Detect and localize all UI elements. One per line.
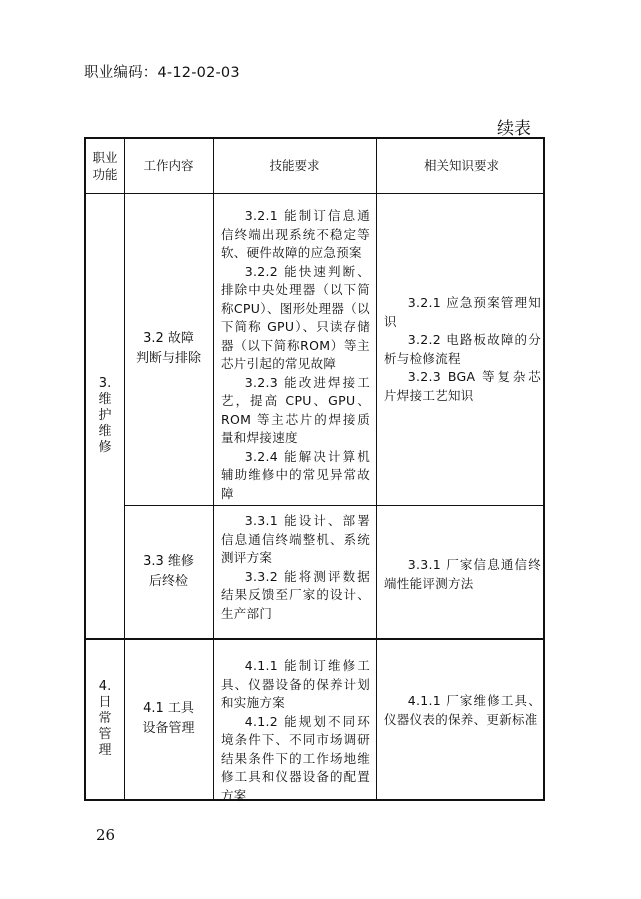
- function-3-label: 3. 维护维修: [98, 375, 112, 455]
- col-divider: [376, 139, 377, 799]
- skills-cell-3-3: [221, 512, 370, 623]
- header-work-content-text: 工作内容: [143, 157, 194, 173]
- content-3-3: 3.3 维修 后终检: [143, 554, 194, 589]
- function-4-cell: [86, 639, 124, 799]
- page-number: 26: [96, 826, 116, 844]
- header-skills: [213, 139, 376, 193]
- header-knowledge: [376, 139, 547, 193]
- knowledge-cell-4-1: [384, 692, 541, 729]
- skill-item: 4.1.1 能制订维修工具、仪器设备的保养计划和实施方案: [221, 658, 370, 710]
- occupation-code: 职业编码：4-12-02-03: [84, 65, 240, 81]
- content-cell-4-1: [124, 639, 213, 799]
- skill-item: 3.2.2 能快速判断、排除中央处理器（以下简称CPU）、图形处理器（以下简称 GPU）、只读存储器（以下简称ROM）等主芯片引起的常见故障: [221, 263, 370, 371]
- knowledge-item: 3.2.1 应急预案管理知识: [384, 295, 541, 329]
- function-4-label: 4. 日常管理: [98, 679, 112, 758]
- knowledge-cell-3-3: [384, 556, 541, 593]
- continued-label: 续表: [497, 119, 531, 139]
- function-3-cell: [86, 193, 124, 638]
- skill-item: 3.3.2 能将测评数据结果反馈至厂家的设计、生产部门: [221, 568, 370, 621]
- content-3-2: 3.2 故障 判断与排除: [135, 331, 201, 366]
- header-function: [86, 139, 124, 193]
- content-cell-3-2: [124, 193, 213, 505]
- col-divider: [213, 139, 214, 799]
- skill-item: 3.3.1 能设计、部署信息通信终端整机、系统测评方案: [221, 513, 370, 565]
- header-skills-text: 技能要求: [269, 157, 320, 173]
- content-4-1: 4.1 工具 设备管理: [142, 701, 195, 736]
- knowledge-item: 3.2.2 电路板故障的分析与检修流程: [384, 332, 541, 366]
- knowledge-item: 4.1.1 厂家维修工具、仪器仪表的保养、更新标准: [384, 693, 541, 727]
- header-work-content: [124, 139, 213, 193]
- header-knowledge-text: 相关知识要求: [423, 157, 499, 173]
- skills-cell-3-2: [221, 207, 370, 503]
- knowledge-cell-3-2: [384, 294, 541, 405]
- skill-item: 3.2.1 能制订信息通信终端出现系统不稳定等软、硬件故障的应急预案: [221, 208, 370, 260]
- knowledge-item: 3.3.1 厂家信息通信终端性能评测方法: [384, 557, 541, 591]
- header-function-text: 职业 功能: [92, 150, 118, 182]
- skill-item: 4.1.2 能规划不同环境条件下、不同市场调研结果条件下的工作场地维修工具和仪器设备的配置方案: [221, 713, 370, 803]
- skills-table: [84, 137, 545, 801]
- skills-cell-4-1: [221, 657, 370, 805]
- content-cell-3-3: [124, 506, 213, 638]
- skill-item: 3.2.3 能改进焊接工艺，提高 CPU、GPU、ROM 等主芯片的焊接质量和焊接速度: [221, 374, 370, 445]
- knowledge-item: 3.2.3 BGA 等复杂芯片焊接工艺知识: [384, 369, 541, 403]
- skill-item: 3.2.4 能解决计算机辅助维修中的常见异常故障: [221, 448, 370, 501]
